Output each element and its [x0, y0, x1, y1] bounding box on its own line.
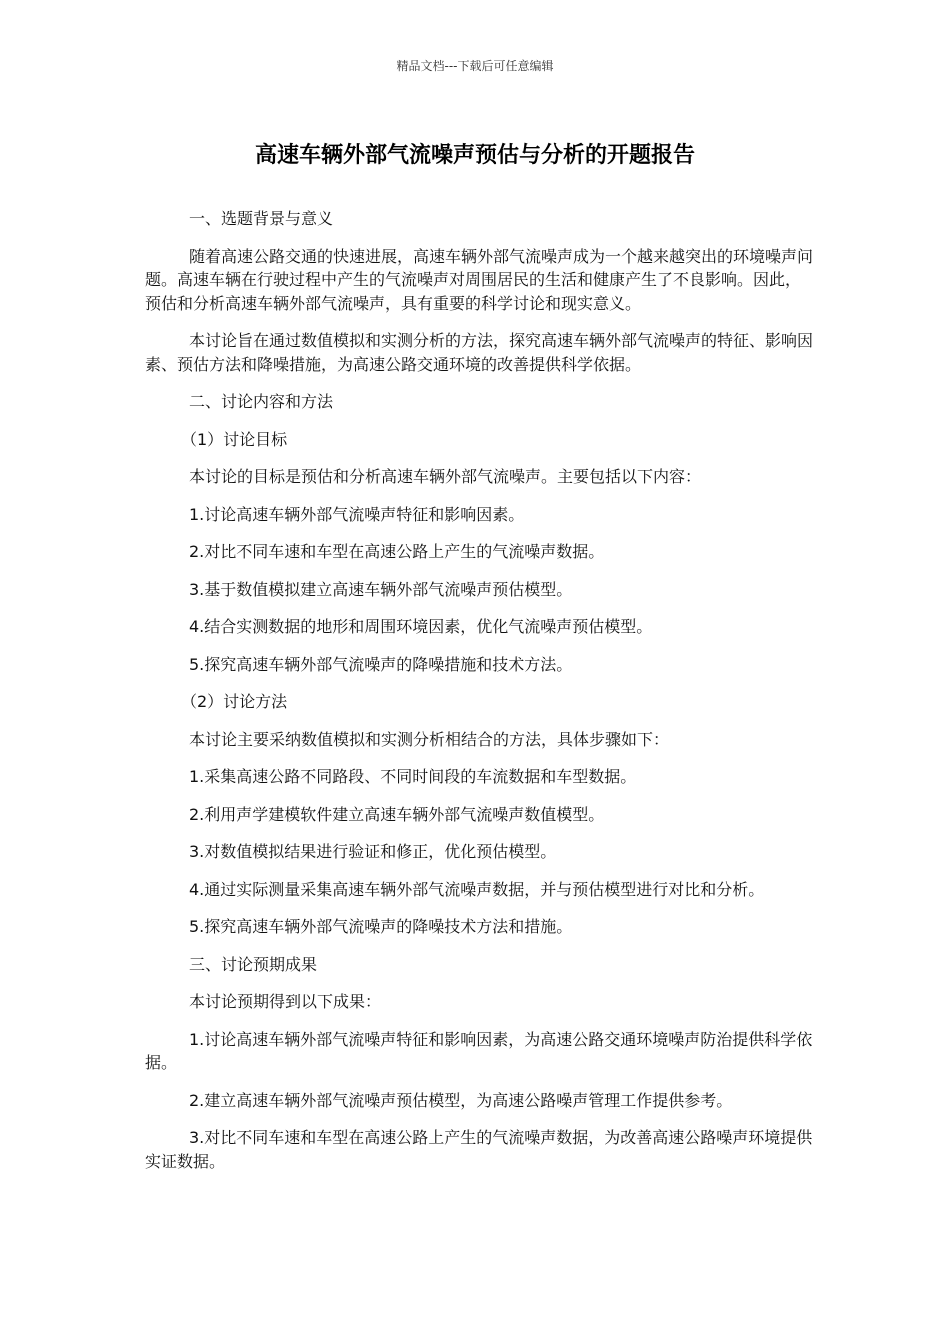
- subsection-heading: （2）讨论方法: [181, 692, 288, 711]
- paragraph: 2.对比不同车速和车型在高速公路上产生的气流噪声数据。: [189, 542, 605, 561]
- paragraph: 4.结合实测数据的地形和周围环境因素，优化气流噪声预估模型。: [189, 617, 653, 636]
- paragraph: 4.通过实际测量采集高速车辆外部气流噪声数据，并与预估模型进行对比和分析。: [189, 879, 765, 899]
- paragraph: 2.利用声学建模软件建立高速车辆外部气流噪声数值模型。: [189, 804, 605, 824]
- paragraph: 二、讨论内容和方法: [189, 392, 334, 411]
- paragraph: 本讨论旨在通过数值模拟和实测分析的方法，探究高速车辆外部气流噪声的特征、影响因素、预估方法和降噪措施，为高速公路交通环境的改善提供科学依据。: [145, 331, 814, 374]
- subsection-heading: （1）讨论目标: [181, 429, 288, 449]
- paragraph: 3.对比不同车速和车型在高速公路上产生的气流噪声数据，为改善高速公路噪声环境提供实证数据。: [145, 1128, 813, 1171]
- paragraph: 2.建立高速车辆外部气流噪声预估模型，为高速公路噪声管理工作提供参考。: [189, 1090, 733, 1110]
- paragraph: 三、讨论预期成果: [189, 954, 318, 974]
- paragraph: 随着高速公路交通的快速进展，高速车辆外部气流噪声成为一个越来越突出的环境噪声问题。高速车辆在行驶过程中产生的气流噪声对周围居民的生活和健康产生了不良影响。因此，预估和分析高速车辆外部气流噪声，具有重要的科学讨论和现实意义。: [145, 246, 814, 313]
- paragraph: 3.对数值模拟结果进行验证和修正，优化预估模型。: [189, 842, 557, 861]
- paragraph: 本讨论预期得到以下成果：: [189, 992, 382, 1011]
- paragraph: 1.讨论高速车辆外部气流噪声特征和影响因素。: [189, 504, 525, 524]
- paragraph: 1.采集高速公路不同路段、不同时间段的车流数据和车型数据。: [189, 767, 637, 786]
- paragraph: 5.探究高速车辆外部气流噪声的降噪技术方法和措施。: [189, 917, 573, 936]
- paragraph: 一、选题背景与意义: [189, 209, 334, 228]
- page-title: 高速车辆外部气流噪声预估与分析的开题报告: [254, 143, 695, 168]
- header-note: 精品文档---下载后可任意编辑: [396, 59, 554, 73]
- paragraph: 3.基于数值模拟建立高速车辆外部气流噪声预估模型。: [189, 579, 573, 599]
- paragraph: 本讨论的目标是预估和分析高速车辆外部气流噪声。主要包括以下内容：: [189, 467, 702, 486]
- paragraph: 5.探究高速车辆外部气流噪声的降噪措施和技术方法。: [189, 654, 573, 674]
- document-body: [145, 207, 815, 1187]
- paragraph: 本讨论主要采纳数值模拟和实测分析相结合的方法，具体步骤如下：: [189, 729, 670, 749]
- paragraph: 1.讨论高速车辆外部气流噪声特征和影响因素，为高速公路交通环境噪声防治提供科学依据。: [145, 1029, 813, 1072]
